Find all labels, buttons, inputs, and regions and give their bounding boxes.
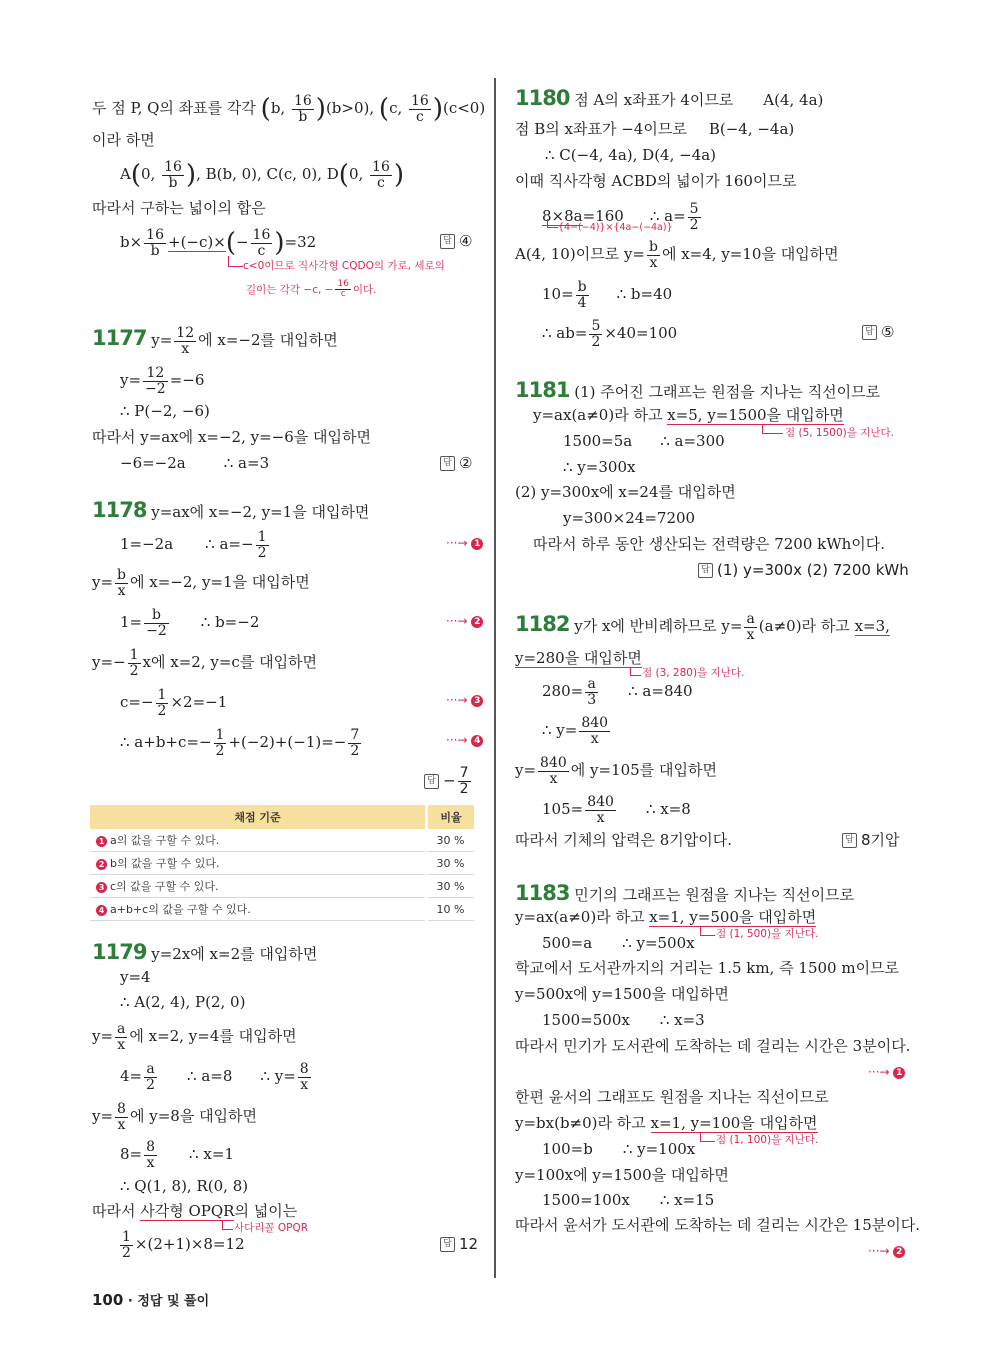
problem-1182-line-3: 280= $\frac{a}{3}$ ∴ a=840 [542, 676, 693, 708]
problem-1179-line-2: y=4 [120, 968, 151, 986]
problem-1179-line-6: y= $\frac{8}{x}$ 에 y=8을 대입하면 [92, 1101, 258, 1133]
problem-1178-line-5: y=− $\frac{1}{2}$ x에 x=2, y=c를 대입하면 [92, 647, 318, 679]
note-intro-1: c<0이므로 직사각형 CQDO의 가로, 세로의 [243, 260, 445, 272]
problem-1183-line-1: 1183 민기의 그래프는 원점을 지나는 직선이므로 [515, 881, 855, 905]
problem-1177-line-4: 따라서 y=ax에 x=−2, y=−6을 대입하면 [92, 428, 371, 446]
problem-1178-line-7: ∴ a+b+c=− $\frac{1}{2}$ +(−2)+(−1)=− $\frac{7}{2}$ [120, 727, 360, 759]
problem-1183-line-6: 1500=500x ∴ x=3 [542, 1011, 705, 1029]
problem-1180-line-1: 1180 점 A의 x좌표가 4이므로 A(4, 4a) [515, 86, 824, 110]
problem-1183-line-7: 따라서 민기가 도서관에 도착하는 데 걸리는 시간은 3분이다. [515, 1037, 911, 1055]
ratio-header: 비율 [427, 805, 475, 829]
note-connector [700, 926, 715, 936]
problem-1177-line-3: ∴ P(−2, −6) [120, 402, 210, 420]
problem-1179-line-3: ∴ A(2, 4), P(2, 0) [120, 993, 246, 1011]
note-connector [762, 424, 783, 434]
problem-1180-line-6: A(4, 10)이므로 y= $\frac{b}{x}$ 에 x=4, y=10을 대입하면 [515, 239, 839, 271]
note-1179: 사다리꼴 OPQR [234, 1222, 309, 1234]
problem-1181-line-7: 따라서 하루 동안 생산되는 전력량은 7200 kWh이다. [533, 535, 886, 553]
problem-1181-line-1: 1181 (1) 주어진 그래프는 원점을 지나는 직선이므로 [515, 378, 881, 402]
column-divider [494, 78, 496, 1278]
problem-1178-line-6: c=− $\frac{1}{2}$ ×2=−1 [120, 687, 228, 719]
problem-1179-line-4: y= $\frac{a}{x}$ 에 x=2, y=4를 대입하면 [92, 1021, 297, 1053]
problem-1180-line-5: 8×8a=160 ∴ a= $\frac{5}{2}$ [542, 201, 699, 233]
problem-1180-line-7: 10= $\frac{b}{4}$ ∴ b=40 [542, 279, 673, 311]
answer-box-icon: 답 [440, 456, 455, 471]
problem-1179-line-9: 따라서 사각형 OPQR의 넓이는 [92, 1202, 298, 1220]
problem-1179-line-10: $\frac{1}{2}$ ×(2+1)×8=12 [122, 1229, 245, 1261]
intro-line-1: 두 점 P, Q의 좌표를 각각 (b, $\frac{16}{b}$ )(b>0), (c, $\frac{16}{c}$ )(c<0) [92, 93, 486, 125]
problem-1183-line-13: 따라서 윤서가 도서관에 도착하는 데 걸리는 시간은 15분이다. [515, 1216, 920, 1234]
problem-1178-line-1: 1178 y=ax에 x=−2, y=1을 대입하면 [92, 498, 370, 522]
problem-1181-line-3: 1500=5a ∴ a=300 [563, 432, 725, 450]
answer-box-icon: 답 [424, 774, 439, 789]
note-1180: {4−(−4)}×{4a−(−4a)} [558, 222, 673, 233]
problem-1179-line-7: 8= $\frac{8}{x}$ ∴ x=1 [120, 1139, 234, 1171]
answer-intro: 답 ④ [440, 234, 472, 249]
answer-box-icon: 답 [698, 563, 713, 578]
problem-1180-line-2: 점 B의 x좌표가 −4이므로 B(−4, −4a) [515, 120, 795, 138]
answer-box-icon: 답 [440, 1237, 455, 1252]
answer-box-icon: 답 [862, 325, 877, 340]
intro-line-4: 따라서 구하는 넓이의 합은 [92, 199, 266, 217]
problem-1180-line-8: ∴ ab= $\frac{5}{2}$ ×40=100 [542, 318, 678, 350]
answer-1177: 답 ② [440, 456, 472, 471]
problem-1182-line-1: 1182 y가 x에 반비례하므로 y= $\frac{a}{x}$ (a≠0)라 하고 x=3, [515, 611, 890, 643]
intro-line-2: 이라 하면 [92, 131, 155, 149]
problem-number: 1182 [515, 612, 570, 637]
problem-number: 1179 [92, 940, 147, 964]
note-connector [228, 256, 243, 267]
table-row: 2 b의 값을 구할 수 있다. 30 % [90, 852, 474, 875]
note-connector [222, 1220, 233, 1230]
problem-1179-line-1: 1179 y=2x에 x=2를 대입하면 [92, 940, 318, 964]
problem-1178-line-4: 1= $\frac{b}{-2}$ ∴ b=−2 [120, 607, 260, 639]
problem-1179-line-5: 4= $\frac{a}{2}$ ∴ a=8 ∴ y= $\frac{8}{x}$ [120, 1061, 309, 1093]
scoring-criteria-table [90, 805, 474, 921]
problem-1177-line-1: 1177 y= $\frac{12}{x}$ 에 x=−2를 대입하면 [92, 325, 338, 357]
answer-1180: 답 ⑤ [862, 325, 894, 340]
note-connector [547, 219, 558, 228]
step-marker-2: ···→ 2 [446, 615, 483, 628]
step-marker-4: ···→ 4 [446, 734, 483, 747]
fraction: $\frac{16}{c}$ [411, 93, 429, 125]
problem-1183-line-5: y=500x에 y=1500을 대입하면 [515, 985, 729, 1003]
note-1183-2: 점 (1, 100)을 지난다. [716, 1134, 819, 1146]
problem-number: 1177 [92, 326, 147, 351]
problem-number: 1181 [515, 378, 570, 402]
problem-1182-line-4: ∴ y= $\frac{840}{x}$ [542, 715, 609, 747]
problem-1182-line-6: 105= $\frac{840}{x}$ ∴ x=8 [542, 794, 691, 826]
step-marker-2: ···→ 2 [868, 1245, 905, 1258]
problem-1182-line-2: y=280을 대입하면 [515, 649, 642, 667]
problem-1181-line-4: ∴ y=300x [563, 458, 636, 476]
problem-1181-line-5: (2) y=300x에 x=24를 대입하면 [515, 483, 736, 501]
criteria-header: 채점 기준 [90, 805, 427, 829]
problem-1178-line-2: 1=−2a ∴ a=− $\frac{1}{2}$ [120, 529, 267, 561]
problem-number: 1178 [92, 498, 147, 522]
problem-1181-line-6: y=300×24=7200 [563, 509, 696, 527]
intro-line-3: A(0, $\frac{16}{b}$ ), B(b, 0), C(c, 0), D(0, $\frac{16}{c}$ ) [120, 159, 405, 191]
step-marker-1: ···→ 1 [868, 1066, 905, 1079]
note-connector [630, 667, 641, 676]
fraction: $\frac{16}{b}$ [293, 93, 312, 125]
page-footer: 100 · 정답 및 풀이 [92, 1291, 210, 1309]
note-1183-1: 점 (1, 500)을 지난다. [716, 928, 819, 940]
step-marker-1: ···→ 1 [446, 537, 483, 550]
problem-1177-line-5: −6=−2a ∴ a=3 [120, 454, 270, 472]
problem-1183-line-3: 500=a ∴ y=500x [542, 934, 695, 952]
table-row: 4 a+b+c의 값을 구할 수 있다. 10 % [90, 898, 474, 921]
problem-1183-line-10: 100=b ∴ y=100x [542, 1140, 696, 1158]
note-1181: 점 (5, 1500)을 지난다. [785, 427, 894, 439]
answer-1182: 답 8기압 [842, 833, 900, 848]
problem-1183-line-4: 학교에서 도서관까지의 거리는 1.5 km, 즉 1500 m이므로 [515, 959, 900, 977]
table-row: 1 a의 값을 구할 수 있다. 30 % [90, 829, 474, 852]
problem-1183-line-11: y=100x에 y=1500을 대입하면 [515, 1166, 729, 1184]
problem-1183-line-9: y=bx(b≠0)라 하고 x=1, y=100을 대입하면 [515, 1114, 818, 1132]
footer-label: 정답 및 풀이 [137, 1294, 210, 1309]
answer-box-icon: 답 [440, 234, 455, 249]
table-row: 3 c의 값을 구할 수 있다. 30 % [90, 875, 474, 898]
step-marker-3: ···→ 3 [446, 694, 483, 707]
answer-1181: 답 (1) y=300x (2) 7200 kWh [698, 563, 909, 578]
problem-1182-line-5: y= $\frac{840}{x}$ 에 y=105를 대입하면 [515, 755, 717, 787]
problem-1183-line-2: y=ax(a≠0)라 하고 x=1, y=500을 대입하면 [515, 908, 817, 926]
problem-1177-line-2: y= $\frac{12}{-2}$ =−6 [120, 365, 205, 397]
problem-1180-line-3: ∴ C(−4, 4a), D(4, −4a) [545, 146, 717, 164]
problem-1178-line-3: y= $\frac{b}{x}$ 에 x=−2, y=1을 대입하면 [92, 567, 310, 599]
problem-1183-line-12: 1500=100x ∴ x=15 [542, 1191, 715, 1209]
problem-number: 1180 [515, 86, 570, 110]
problem-number: 1183 [515, 881, 570, 905]
answer-box-icon: 답 [842, 833, 857, 848]
problem-1179-line-8: ∴ Q(1, 8), R(0, 8) [120, 1177, 249, 1195]
answer-1178: 답 − $\frac{7}{2}$ [424, 766, 473, 796]
problem-1180-line-4: 이때 직사각형 ACBD의 넓이가 160이므로 [515, 172, 797, 190]
problem-1183-line-8: 한편 윤서의 그래프도 원점을 지나는 직선이므로 [515, 1088, 829, 1106]
problem-1182-line-7: 따라서 기체의 압력은 8기압이다. [515, 831, 732, 849]
note-intro-2: 길이는 각각 −c, − $\frac{16}{c}$ 이다. [246, 279, 377, 300]
note-1182: 점 (3, 280)을 지난다. [642, 667, 745, 679]
intro-line-5: b× $\frac{16}{b}$ +(−c)×(− $\frac{16}{c}$ )=32 [120, 227, 317, 259]
note-connector [700, 1132, 715, 1142]
answer-1179: 답 12 [440, 1237, 478, 1252]
page-number: 100 [92, 1291, 124, 1309]
problem-1181-line-2: y=ax(a≠0)라 하고 x=5, y=1500을 대입하면 [533, 406, 844, 424]
